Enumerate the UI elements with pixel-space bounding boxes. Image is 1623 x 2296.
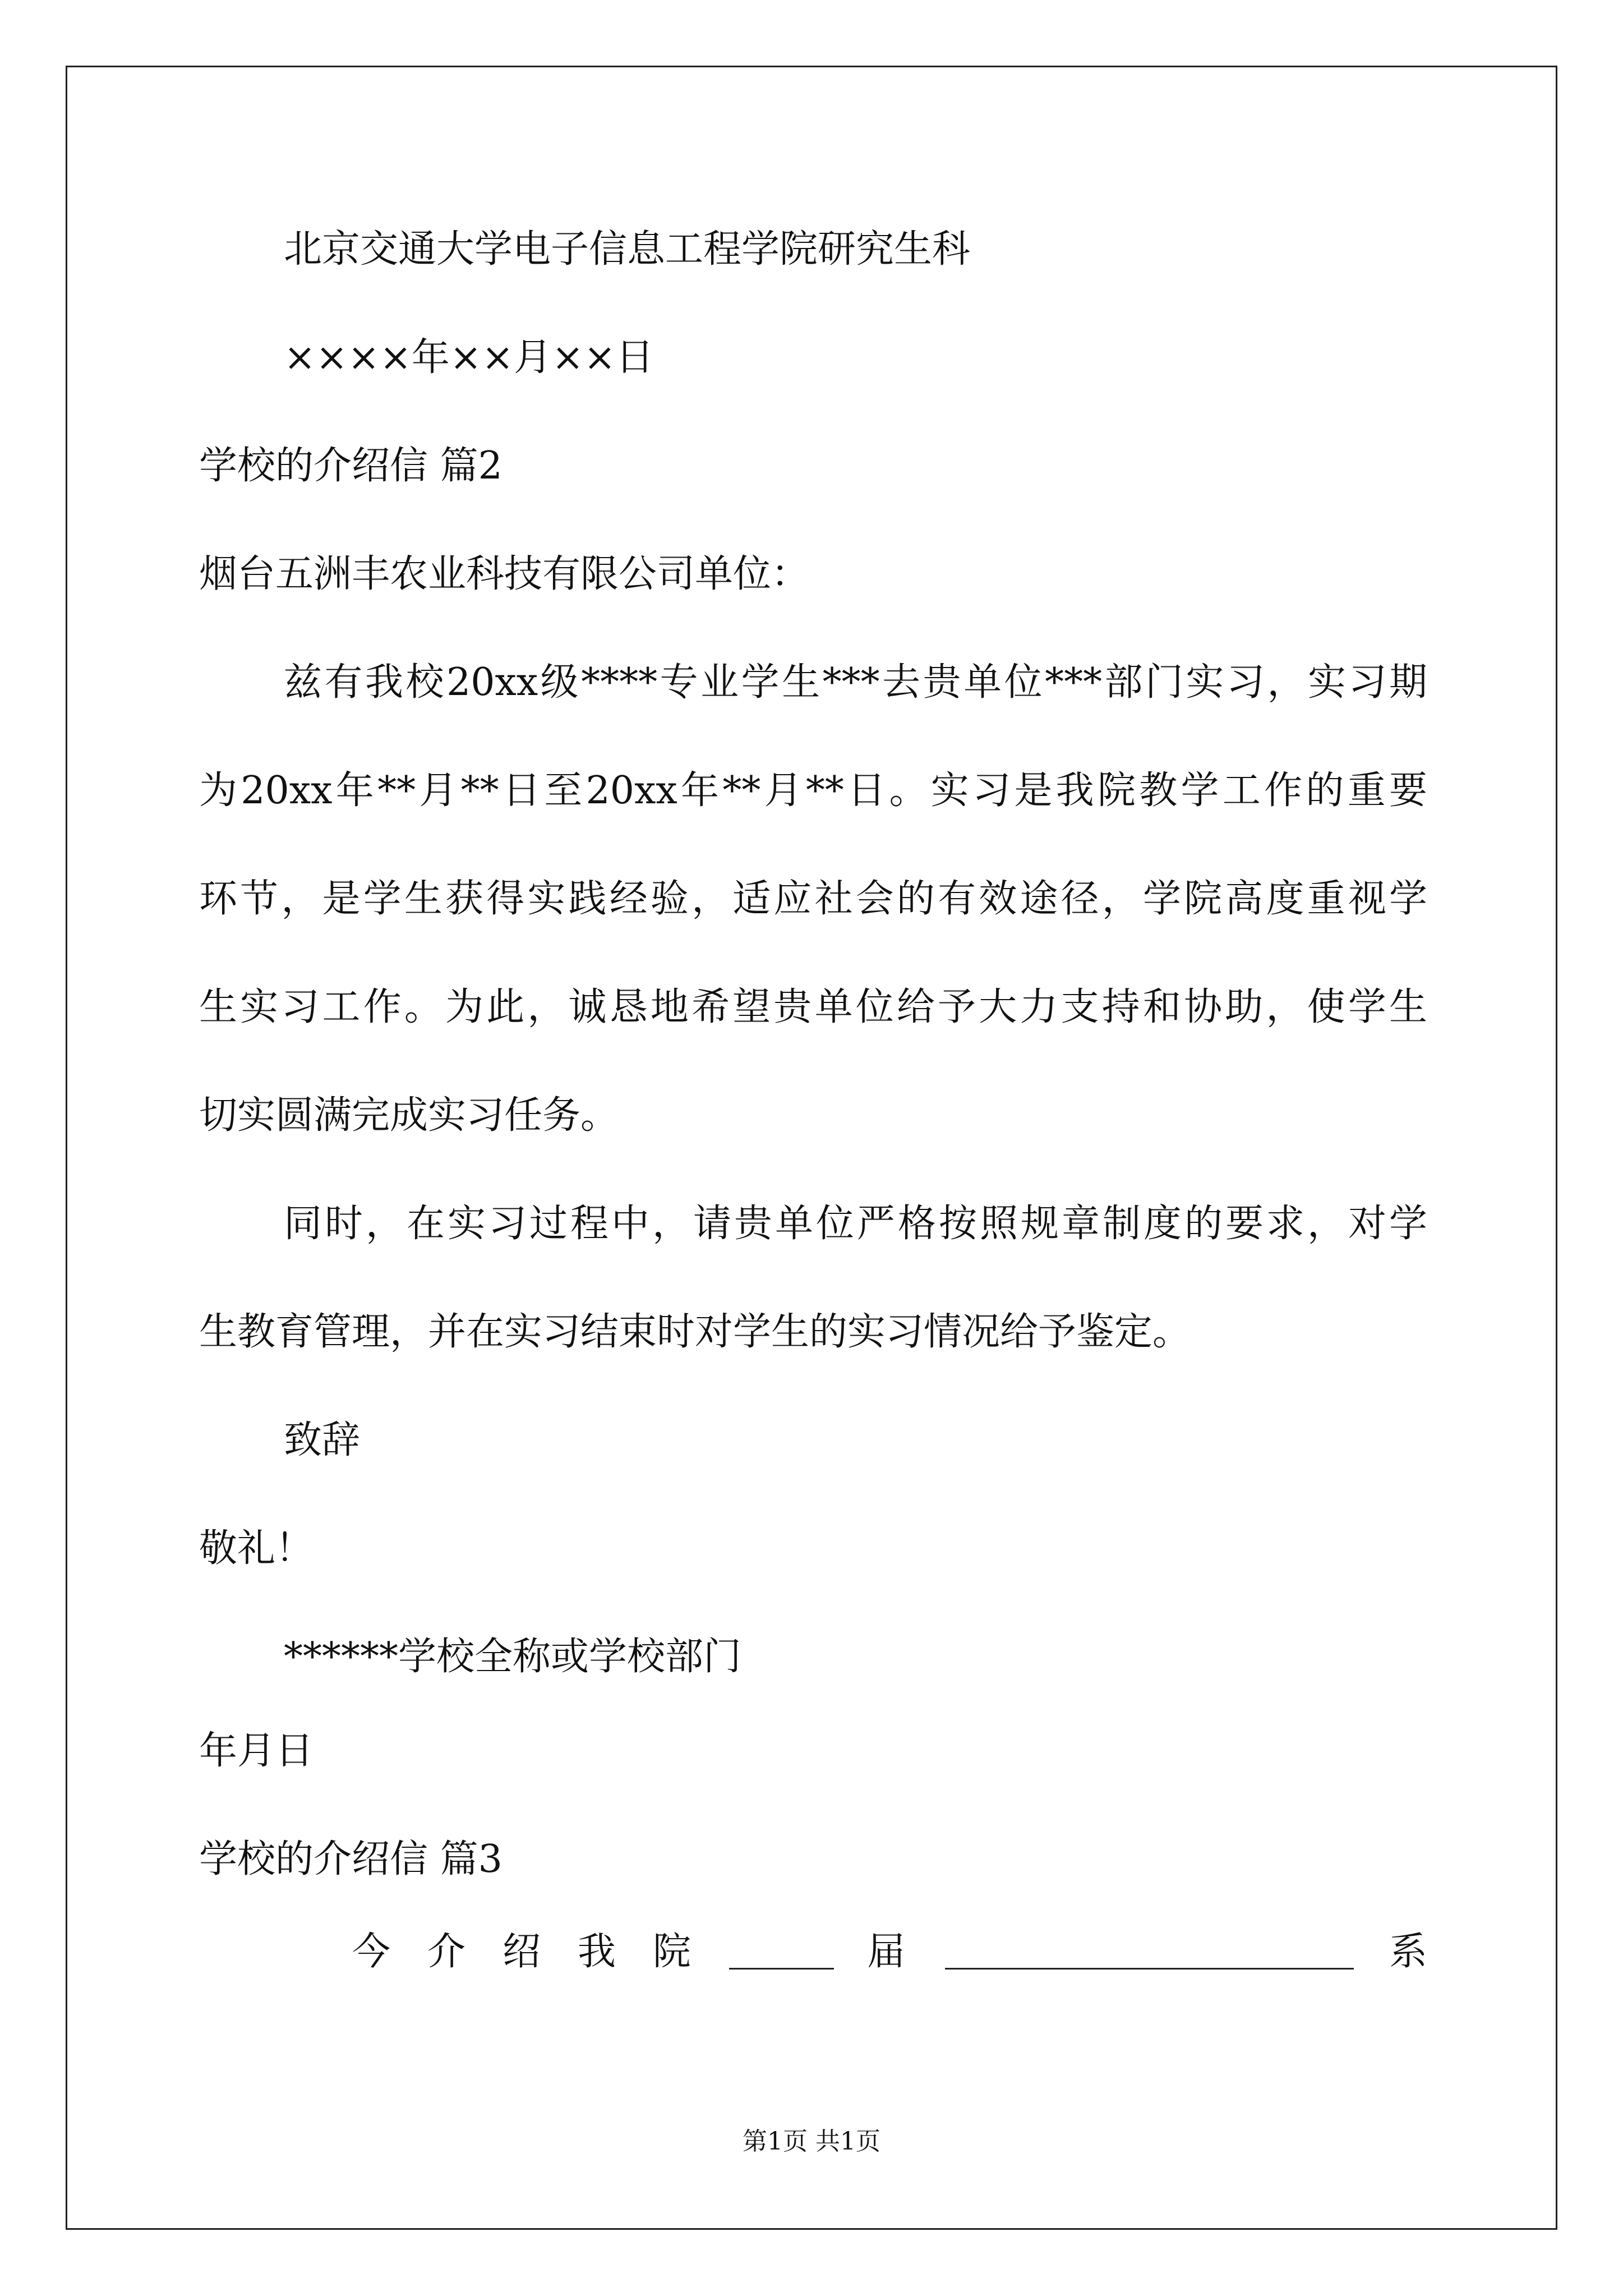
intro-char: 届 [867, 1930, 906, 1974]
closing-line: 致辞 [284, 1418, 361, 1462]
section-heading-3: 学校的介绍信 篇3 [199, 1837, 502, 1881]
intro-char: 院 [653, 1930, 691, 1974]
signature-line: ******学校全称或学校部门 [284, 1635, 742, 1679]
addressee-line: 烟台五洲丰农业科技有限公司单位： [199, 552, 810, 596]
paragraph-line: 切实圆满完成实习任务。 [199, 1093, 619, 1138]
paragraph-line: 为20xx年**月**日至20xx年**月**日。实习是我院教学工作的重要 [199, 769, 1427, 813]
intro-char: 系 [1389, 1930, 1428, 1974]
page-frame [66, 66, 1557, 2230]
blank-field-department [945, 1968, 1354, 1970]
date-line: ××××年××月××日 [284, 335, 654, 380]
page-footer: 第1页 共1页 [743, 2127, 880, 2156]
blank-field-class-year [729, 1968, 834, 1970]
paragraph-line: 环节，是学生获得实践经验，适应社会的有效途径，学院高度重视学 [199, 877, 1427, 921]
paragraph-line: 生实习工作。为此，诚恳地希望贵单位给予大力支持和协助，使学生 [199, 985, 1427, 1029]
date-placeholder-line: 年月日 [199, 1729, 314, 1773]
paragraph-line: 生教育管理，并在实习结束时对学生的实习情况给予鉴定。 [199, 1310, 1191, 1354]
intro-char: 绍 [502, 1930, 541, 1974]
section-heading-2: 学校的介绍信 篇2 [199, 444, 502, 488]
paragraph-line: 兹有我校20xx级****专业学生***去贵单位***部门实习，实习期 [284, 660, 1427, 705]
intro-char: 今 [352, 1930, 391, 1974]
intro-char: 介 [427, 1930, 466, 1974]
intro-fill-in-row [352, 1930, 1427, 1980]
salutation-line: 敬礼！ [199, 1526, 314, 1571]
paragraph-line: 同时，在实习过程中，请贵单位严格按照规章制度的要求，对学 [284, 1202, 1427, 1246]
sender-line: 北京交通大学电子信息工程学院研究生科 [284, 227, 971, 272]
intro-char: 我 [578, 1930, 616, 1974]
